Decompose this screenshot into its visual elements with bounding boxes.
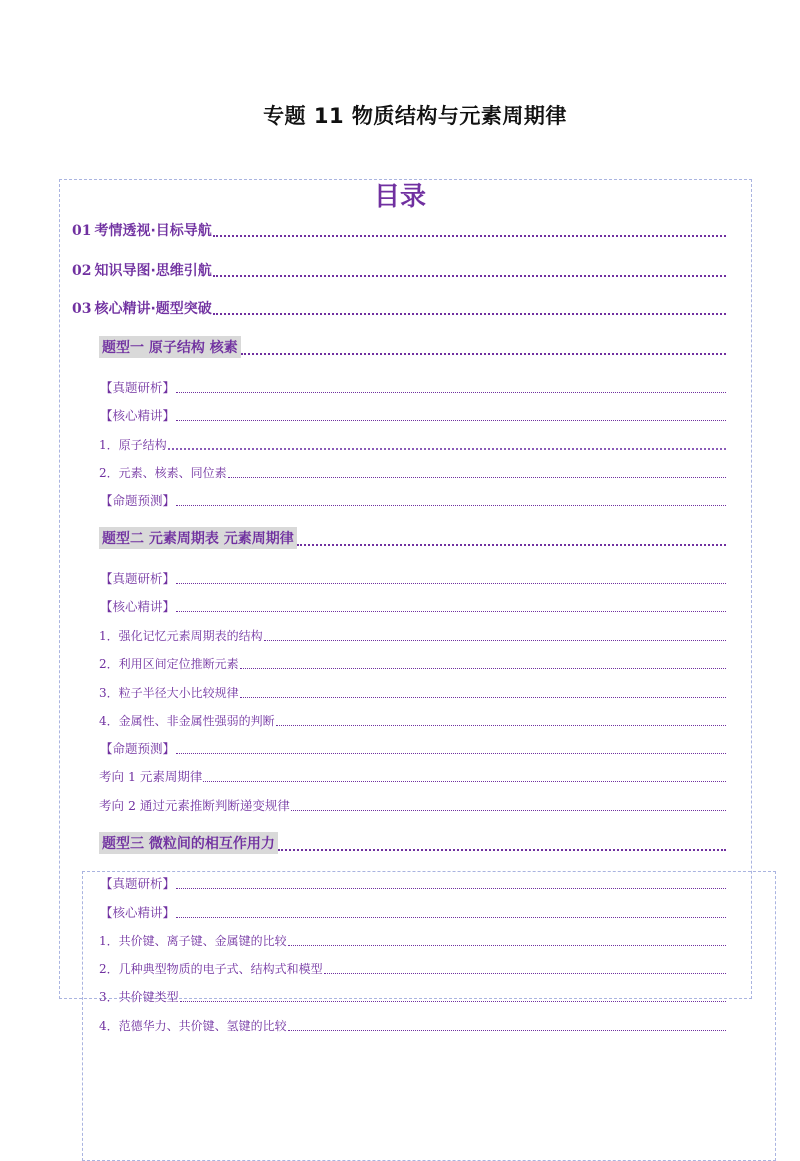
dot-leader bbox=[324, 961, 726, 974]
toc-entry-direction[interactable] bbox=[99, 794, 726, 814]
dot-leader bbox=[297, 530, 726, 546]
entry-label: 4．范德华力、共价键、氢键的比较 bbox=[99, 1019, 287, 1033]
dot-leader bbox=[176, 741, 726, 754]
toc-entry-topic-3[interactable] bbox=[99, 834, 726, 854]
toc-entry-item[interactable] bbox=[99, 957, 726, 977]
toc-entry-item[interactable] bbox=[99, 681, 726, 701]
dot-leader bbox=[213, 221, 726, 237]
entry-label: 3．粒子半径大小比较规律 bbox=[99, 686, 239, 700]
toc-entry-item[interactable] bbox=[99, 652, 726, 672]
topic-title: 题型二 元素周期表 元素周期律 bbox=[99, 527, 297, 549]
dot-leader bbox=[213, 299, 726, 315]
toc-entry-prediction[interactable] bbox=[100, 489, 726, 509]
entry-label: 考向 2 通过元素推断判断递变规律 bbox=[99, 798, 290, 813]
dot-leader bbox=[291, 798, 726, 811]
section-number: 03 bbox=[72, 301, 92, 317]
toc-entry-topic-2[interactable] bbox=[99, 529, 726, 549]
toc-entry-item[interactable] bbox=[99, 929, 726, 949]
dot-leader bbox=[180, 989, 726, 1002]
dot-leader bbox=[176, 905, 726, 918]
toc-entry-core-lecture[interactable] bbox=[100, 901, 726, 921]
dot-leader bbox=[288, 933, 726, 946]
section-title: 考情透视·目标导航 bbox=[94, 223, 212, 239]
entry-label: 1．共价键、离子键、金属键的比较 bbox=[99, 934, 287, 948]
dot-leader bbox=[228, 465, 726, 478]
entry-label: 【核心精讲】 bbox=[100, 599, 176, 614]
toc-entry-exam-analysis[interactable] bbox=[100, 376, 726, 396]
topic-title: 题型三 微粒间的相互作用力 bbox=[99, 832, 278, 854]
entry-label: 1．强化记忆元素周期表的结构 bbox=[99, 629, 263, 643]
dot-leader bbox=[176, 599, 726, 612]
dot-leader bbox=[278, 835, 726, 851]
entry-label: 【命题预测】 bbox=[100, 493, 176, 508]
toc-entry-section-1[interactable] bbox=[72, 220, 726, 240]
section-title: 核心精讲·题型突破 bbox=[94, 301, 212, 317]
toc-entry-direction[interactable] bbox=[99, 765, 726, 785]
entry-label: 【真题研析】 bbox=[100, 380, 176, 395]
toc-entry-item[interactable] bbox=[99, 985, 726, 1005]
entry-label: 【核心精讲】 bbox=[100, 408, 176, 423]
entry-label: 【真题研析】 bbox=[100, 876, 176, 891]
toc-entry-item[interactable] bbox=[99, 433, 726, 453]
entry-label: 1．原子结构 bbox=[99, 438, 167, 452]
dot-leader bbox=[176, 408, 726, 421]
toc-entry-exam-analysis[interactable] bbox=[100, 567, 726, 587]
dot-leader bbox=[176, 876, 726, 889]
toc-entry-item[interactable] bbox=[99, 1014, 726, 1034]
dot-leader bbox=[176, 380, 726, 393]
dot-leader bbox=[288, 1018, 726, 1031]
toc-entry-section-2[interactable] bbox=[72, 260, 726, 280]
toc-heading: 目录 bbox=[373, 182, 426, 212]
dot-leader bbox=[176, 493, 726, 506]
dot-leader bbox=[203, 769, 726, 782]
topic-title: 题型一 原子结构 核素 bbox=[99, 336, 241, 358]
toc-entry-section-3[interactable] bbox=[72, 298, 726, 318]
toc-entry-prediction[interactable] bbox=[100, 737, 726, 757]
toc-entry-exam-analysis[interactable] bbox=[100, 872, 726, 892]
toc-entry-item[interactable] bbox=[99, 709, 726, 729]
entry-label: 【命题预测】 bbox=[100, 741, 176, 756]
toc-entry-item[interactable] bbox=[99, 461, 726, 481]
dot-leader bbox=[241, 339, 726, 355]
dot-leader bbox=[213, 261, 726, 277]
section-number: 01 bbox=[72, 223, 92, 239]
toc-entry-topic-1[interactable] bbox=[99, 338, 726, 358]
toc-entry-item[interactable] bbox=[99, 624, 726, 644]
dot-leader bbox=[240, 656, 726, 669]
section-number: 02 bbox=[72, 263, 92, 279]
dot-leader bbox=[240, 685, 726, 698]
section-title: 知识导图·思维引航 bbox=[94, 263, 212, 279]
dot-leader bbox=[264, 628, 726, 641]
entry-label: 【真题研析】 bbox=[100, 571, 176, 586]
entry-label: 2．元素、核素、同位素 bbox=[99, 466, 227, 480]
page-title: 专题 11 物质结构与元素周期律 bbox=[263, 104, 567, 128]
entry-label: 考向 1 元素周期律 bbox=[99, 769, 203, 784]
toc-entry-core-lecture[interactable] bbox=[100, 404, 726, 424]
entry-label: 2．几种典型物质的电子式、结构式和模型 bbox=[99, 962, 323, 976]
entry-label: 3．共价键类型 bbox=[99, 990, 179, 1004]
toc-entry-core-lecture[interactable] bbox=[100, 595, 726, 615]
entry-label: 【核心精讲】 bbox=[100, 905, 176, 920]
dot-leader bbox=[176, 571, 726, 584]
entry-label: 2．利用区间定位推断元素 bbox=[99, 657, 239, 671]
dot-leader bbox=[168, 436, 726, 450]
entry-label: 4．金属性、非金属性强弱的判断 bbox=[99, 714, 275, 728]
dot-leader bbox=[276, 713, 726, 726]
